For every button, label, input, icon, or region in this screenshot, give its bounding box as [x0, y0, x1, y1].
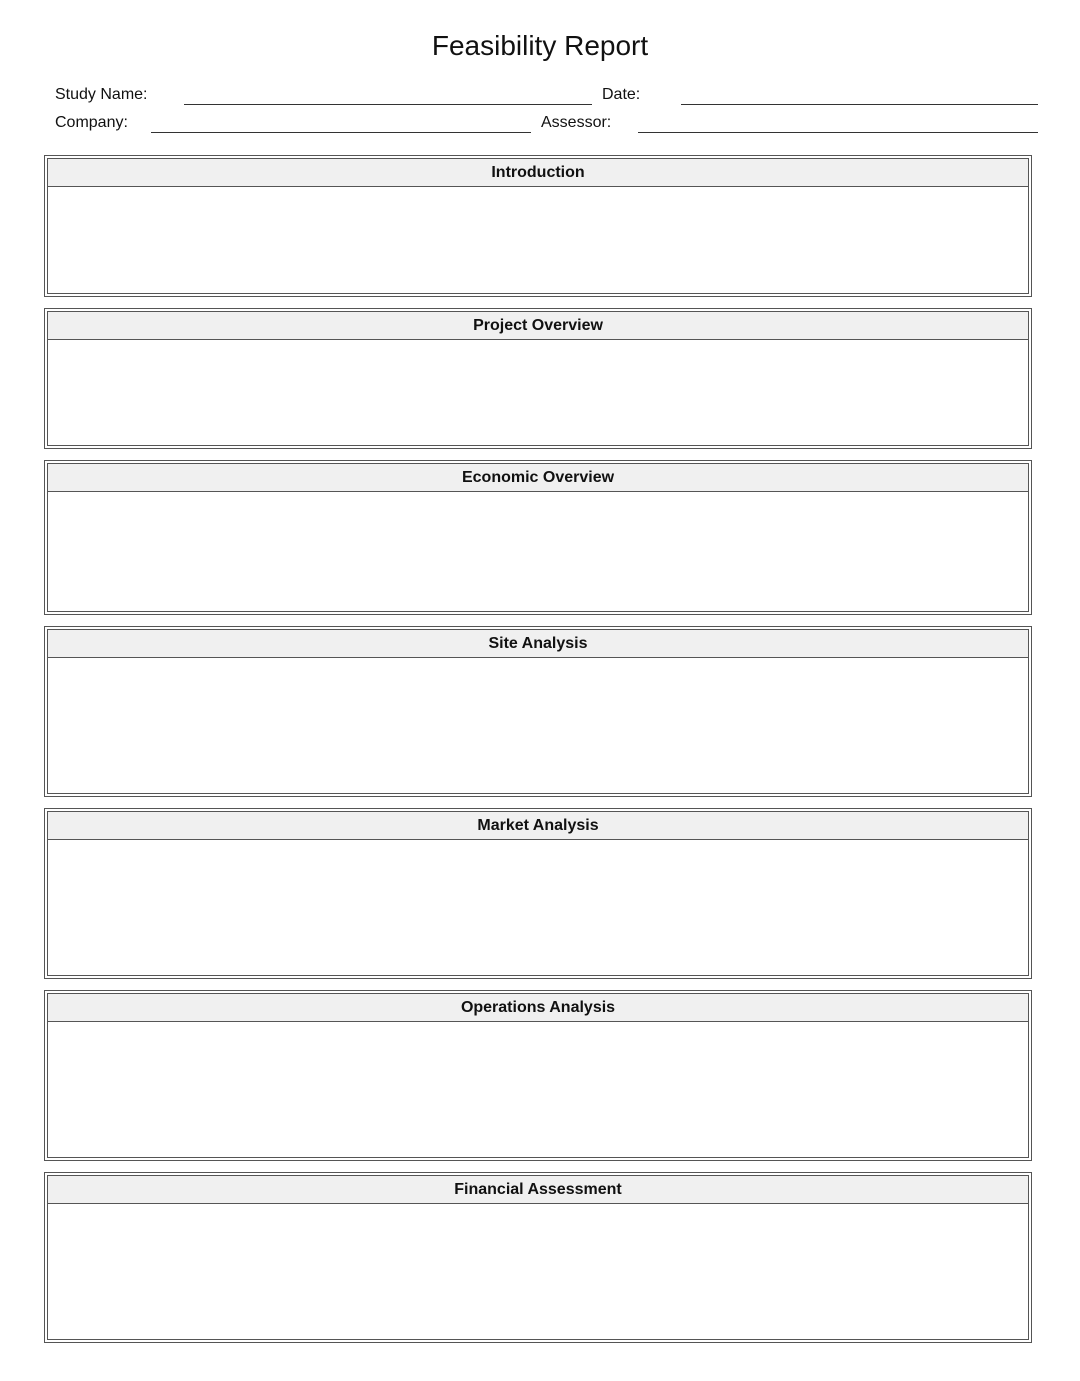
section-body-financial-assessment[interactable]	[48, 1204, 1028, 1339]
section-body-project-overview[interactable]	[48, 340, 1028, 445]
section-header-project-overview: Project Overview	[48, 312, 1028, 340]
section-financial-assessment	[44, 1172, 1032, 1343]
section-body-site-analysis[interactable]	[48, 658, 1028, 793]
section-header-market-analysis: Market Analysis	[48, 812, 1028, 840]
study-name-field[interactable]	[184, 104, 592, 105]
section-economic-overview	[44, 460, 1032, 615]
date-label: Date:	[602, 86, 641, 103]
section-market-analysis	[44, 808, 1032, 979]
section-header-introduction: Introduction	[48, 159, 1028, 187]
section-operations-analysis	[44, 990, 1032, 1161]
assessor-field[interactable]	[638, 132, 1038, 133]
company-field[interactable]	[151, 132, 531, 133]
date-field[interactable]	[681, 104, 1038, 105]
section-body-introduction[interactable]	[48, 187, 1028, 293]
section-site-analysis	[44, 626, 1032, 797]
company-label: Company:	[55, 114, 128, 131]
study-name-label: Study Name:	[55, 86, 148, 103]
section-header-financial-assessment: Financial Assessment	[48, 1176, 1028, 1204]
section-header-economic-overview: Economic Overview	[48, 464, 1028, 492]
page-title: Feasibility Report	[431, 30, 649, 61]
section-body-market-analysis[interactable]	[48, 840, 1028, 975]
section-introduction	[44, 155, 1032, 297]
section-project-overview	[44, 308, 1032, 449]
section-header-operations-analysis: Operations Analysis	[48, 994, 1028, 1022]
assessor-label: Assessor:	[541, 114, 612, 131]
section-header-site-analysis: Site Analysis	[48, 630, 1028, 658]
section-body-operations-analysis[interactable]	[48, 1022, 1028, 1157]
section-body-economic-overview[interactable]	[48, 492, 1028, 611]
